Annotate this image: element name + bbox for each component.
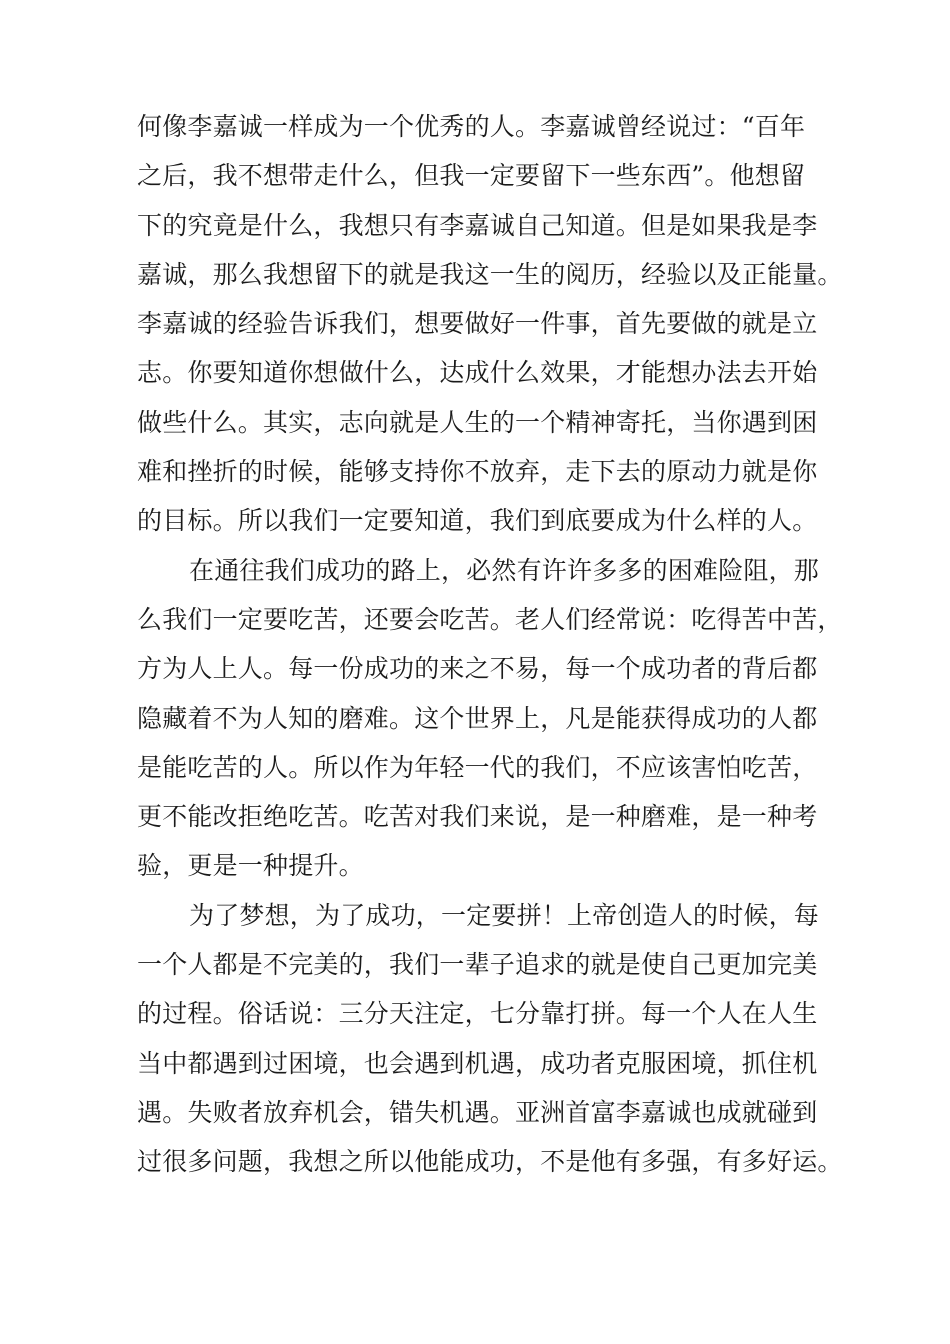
paragraph-start-line: 为了梦想，为了成功，一定要拼！上帝创造人的时候，每	[189, 900, 820, 930]
text-line: 遇。失败者放弃机会，错失机遇。亚洲首富李嘉诚也成就碰到	[137, 1097, 818, 1127]
text-line: 一个人都是不完美的，我们一辈子追求的就是使自己更加完美	[137, 950, 818, 980]
text-line: 么我们一定要吃苦，还要会吃苦。老人们经常说：吃得苦中苦，	[137, 604, 843, 634]
text-line: 验，更是一种提升。	[137, 851, 364, 881]
text-line: 当中都遇到过困境，也会遇到机遇，成功者克服困境，抓住机	[137, 1048, 818, 1078]
text-line: 志。你要知道你想做什么，达成什么效果，才能想办法去开始	[137, 358, 818, 388]
paragraph-start-line: 在通往我们成功的路上，必然有许许多多的困难险阻，那	[189, 555, 820, 585]
text-line: 之后，我不想带走什么，但我一定要留下一些东西”。他想留	[137, 161, 806, 191]
text-line: 下的究竟是什么，我想只有李嘉诚自己知道。但是如果我是李	[137, 210, 818, 240]
body-text	[137, 102, 843, 1187]
text-line: 嘉诚，那么我想留下的就是我这一生的阅历，经验以及正能量。	[137, 259, 843, 289]
text-line: 更不能改拒绝吃苦。吃苦对我们来说，是一种磨难，是一种考	[137, 802, 818, 832]
text-line: 是能吃苦的人。所以作为年轻一代的我们，不应该害怕吃苦，	[137, 752, 818, 782]
text-line: 难和挫折的时候，能够支持你不放弃，走下去的原动力就是你	[137, 457, 818, 487]
text-line: 做些什么。其实，志向就是人生的一个精神寄托，当你遇到困	[137, 407, 818, 437]
text-line: 何像李嘉诚一样成为一个优秀的人。李嘉诚曾经说过：“百年	[137, 112, 806, 141]
text-line: 过很多问题，我想之所以他能成功，不是他有多强，有多好运。	[137, 1147, 843, 1177]
text-line: 李嘉诚的经验告诉我们，想要做好一件事，首先要做的就是立	[137, 309, 818, 339]
text-line: 的目标。所以我们一定要知道，我们到底要成为什么样的人。	[137, 506, 818, 536]
text-line: 隐藏着不为人知的磨难。这个世界上，凡是能获得成功的人都	[137, 703, 818, 733]
text-line: 的过程。俗话说：三分天注定，七分靠打拼。每一个人在人生	[137, 999, 818, 1029]
text-line: 方为人上人。每一份成功的来之不易，每一个成功者的背后都	[137, 654, 818, 684]
